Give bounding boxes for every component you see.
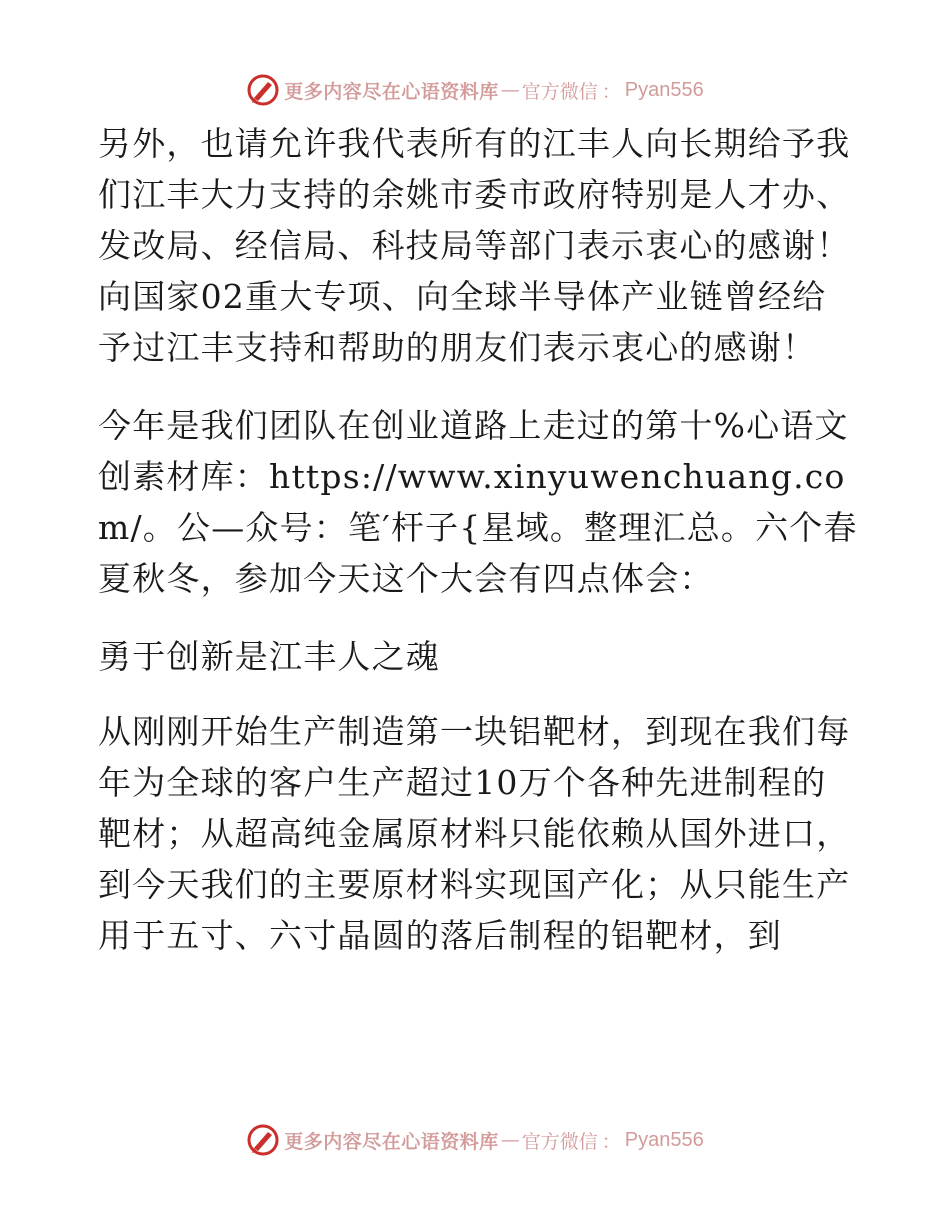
section-heading-innovation: 勇于创新是江丰人之魂 — [98, 637, 440, 676]
banner-wechat-id: Pyan556 — [624, 1128, 704, 1151]
banner-wechat-label: 官方微信 — [521, 80, 598, 103]
paragraph-innovation-detail: 从刚刚开始生产制造第一块铝靶材，到现在我们每年为全球的客户生产超过10万个各种先进制程的靶材；从超高纯金属原材料只能依赖从国外进口，到今天我们的主要原材料实现国产化；从只能生产用于五寸、六寸晶圆的落后制程的铝靶材，到 — [98, 712, 851, 955]
paragraph-team-journey: 今年是我们团队在创业道路上走过的第十%心语文创素材库：https://www.xinyuwenchuang.com/。公—众号：笔′杆子{星域。整理汇总。六个春夏秋冬，参加今天这个大会有四点体会： — [98, 406, 858, 598]
pen-logo-icon — [246, 1123, 280, 1157]
banner-dash: — — [500, 1129, 520, 1151]
footer-banner — [0, 1120, 950, 1160]
banner-main-text: 更多内容尽在心语资料库 — [284, 80, 499, 103]
paragraph-thanks: 另外，也请允许我代表所有的江丰人向长期给予我们江丰大力支持的余姚市委市政府特别是人才办、发改局、经信局、科技局等部门表示衷心的感谢！向国家02重大专项、向全球半导体产业链曾经给予过江丰支持和帮助的朋友们表示衷心的感谢！ — [98, 124, 851, 367]
header-banner — [0, 70, 950, 110]
banner-colon: ： — [601, 80, 621, 103]
banner-colon: ： — [601, 1130, 621, 1153]
banner-wechat-id: Pyan556 — [624, 78, 704, 101]
banner-dash: — — [500, 79, 520, 101]
banner-wechat-label: 官方微信 — [521, 1130, 598, 1153]
banner-main-text: 更多内容尽在心语资料库 — [284, 1130, 499, 1153]
document-body — [98, 118, 858, 988]
pen-logo-icon — [246, 73, 280, 107]
